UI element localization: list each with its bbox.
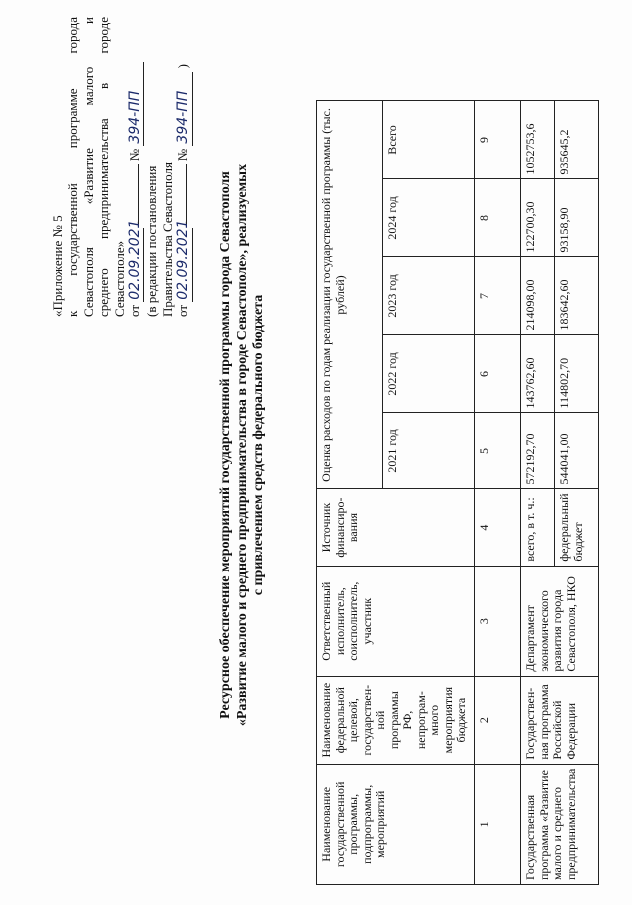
value-cell: 572192,70: [521, 413, 555, 489]
number-prefix: №: [127, 148, 143, 162]
header-2022: 2022 год: [383, 335, 475, 413]
value-cell: 1052753,6: [521, 101, 555, 179]
executor-cell: Департамент экономического развития города Севастополя, НКО: [521, 566, 599, 676]
index-cell: 2: [475, 676, 521, 764]
value-cell: 935645,2: [555, 101, 599, 179]
handwritten-date: 02.09.2021: [127, 219, 144, 300]
title-line-1: Ресурсное обеспечение мероприятий государственной программы города Севастополя: [218, 171, 233, 719]
index-cell: 6: [475, 335, 521, 413]
handwritten-number: 394-ПП: [128, 62, 144, 146]
date-prefix: от: [127, 304, 143, 317]
appendix-text-5: (в редакции постановления: [144, 165, 160, 317]
index-cell: 4: [475, 489, 521, 566]
appendix-text-6: Правительства Севастополя: [159, 162, 175, 317]
value-cell: 143762,60: [521, 335, 555, 413]
federal-program-cell: Государствен-ная программа Российской Федерации: [521, 676, 599, 764]
header-2021: 2021 год: [383, 413, 475, 489]
index-cell: 3: [475, 566, 521, 676]
appendix-date-line-2: [175, 17, 192, 317]
index-cell: 7: [475, 257, 521, 335]
source-federal-cell: федеральный бюджет: [555, 489, 599, 566]
document-title: [218, 35, 268, 855]
index-cell: 5: [475, 413, 521, 489]
header-total: Всего: [383, 101, 475, 179]
resource-table: [316, 100, 599, 885]
value-cell: 114802,70: [555, 335, 599, 413]
index-cell: 8: [475, 179, 521, 257]
number-prefix-2: №: [175, 148, 191, 162]
value-cell: 122700,30: [521, 179, 555, 257]
header-executor: Ответственный исполнитель, соисполнитель, участник: [317, 566, 475, 676]
header-federal-program: Наименование федеральной целевой, государствен-ной программы РФ, непрограм-много мероприятия бюджета: [317, 676, 475, 764]
appendix-text-3: среднего предпринимательства в городе: [96, 17, 112, 317]
header-expense-group: Оценка расходов по годам реализации государственной программы (тыс. рублей): [317, 101, 383, 489]
table-row: [521, 101, 555, 885]
index-cell: 9: [475, 101, 521, 179]
closing-paren: ): [175, 63, 191, 69]
appendix-block: [50, 17, 193, 317]
header-program: Наименование государственной программы, подпрограммы, мероприятий: [317, 764, 475, 884]
value-cell: 183642,60: [555, 257, 599, 335]
appendix-date-line: [127, 17, 144, 317]
index-cell: 1: [475, 764, 521, 884]
appendix-text-4: Севастополе»: [111, 240, 127, 317]
value-cell: 544041,00: [555, 413, 599, 489]
value-cell: 93158,90: [555, 179, 599, 257]
title-line-3: с привлечением средств федерального бюджета: [251, 294, 266, 596]
program-name-cell: Государственная программа «Развитие малого и среднего предпринимательства: [521, 764, 599, 884]
header-source: Источник финансиро-вания: [317, 489, 475, 566]
appendix-title: «Приложение № 5: [50, 215, 65, 317]
value-cell: 214098,00: [521, 257, 555, 335]
appendix-text-2: Севастополя «Развитие малого и: [80, 17, 96, 317]
source-total-cell: всего, в т. ч.:: [521, 489, 555, 566]
index-row: [475, 101, 521, 885]
date-fill-line-2: [186, 164, 187, 224]
handwritten-date-2: 02.09.2021: [175, 219, 192, 300]
handwritten-number-2: 394-ПП: [176, 72, 192, 146]
header-2023: 2023 год: [383, 257, 475, 335]
appendix-text-1: к государственной программе города: [65, 17, 81, 317]
date-fill-line: [138, 164, 139, 224]
title-line-2: «Развитие малого и среднего предпринимательства в городе Севастополе», реализуемых: [234, 163, 250, 727]
header-2024: 2024 год: [383, 179, 475, 257]
date-prefix-2: от: [175, 304, 191, 317]
